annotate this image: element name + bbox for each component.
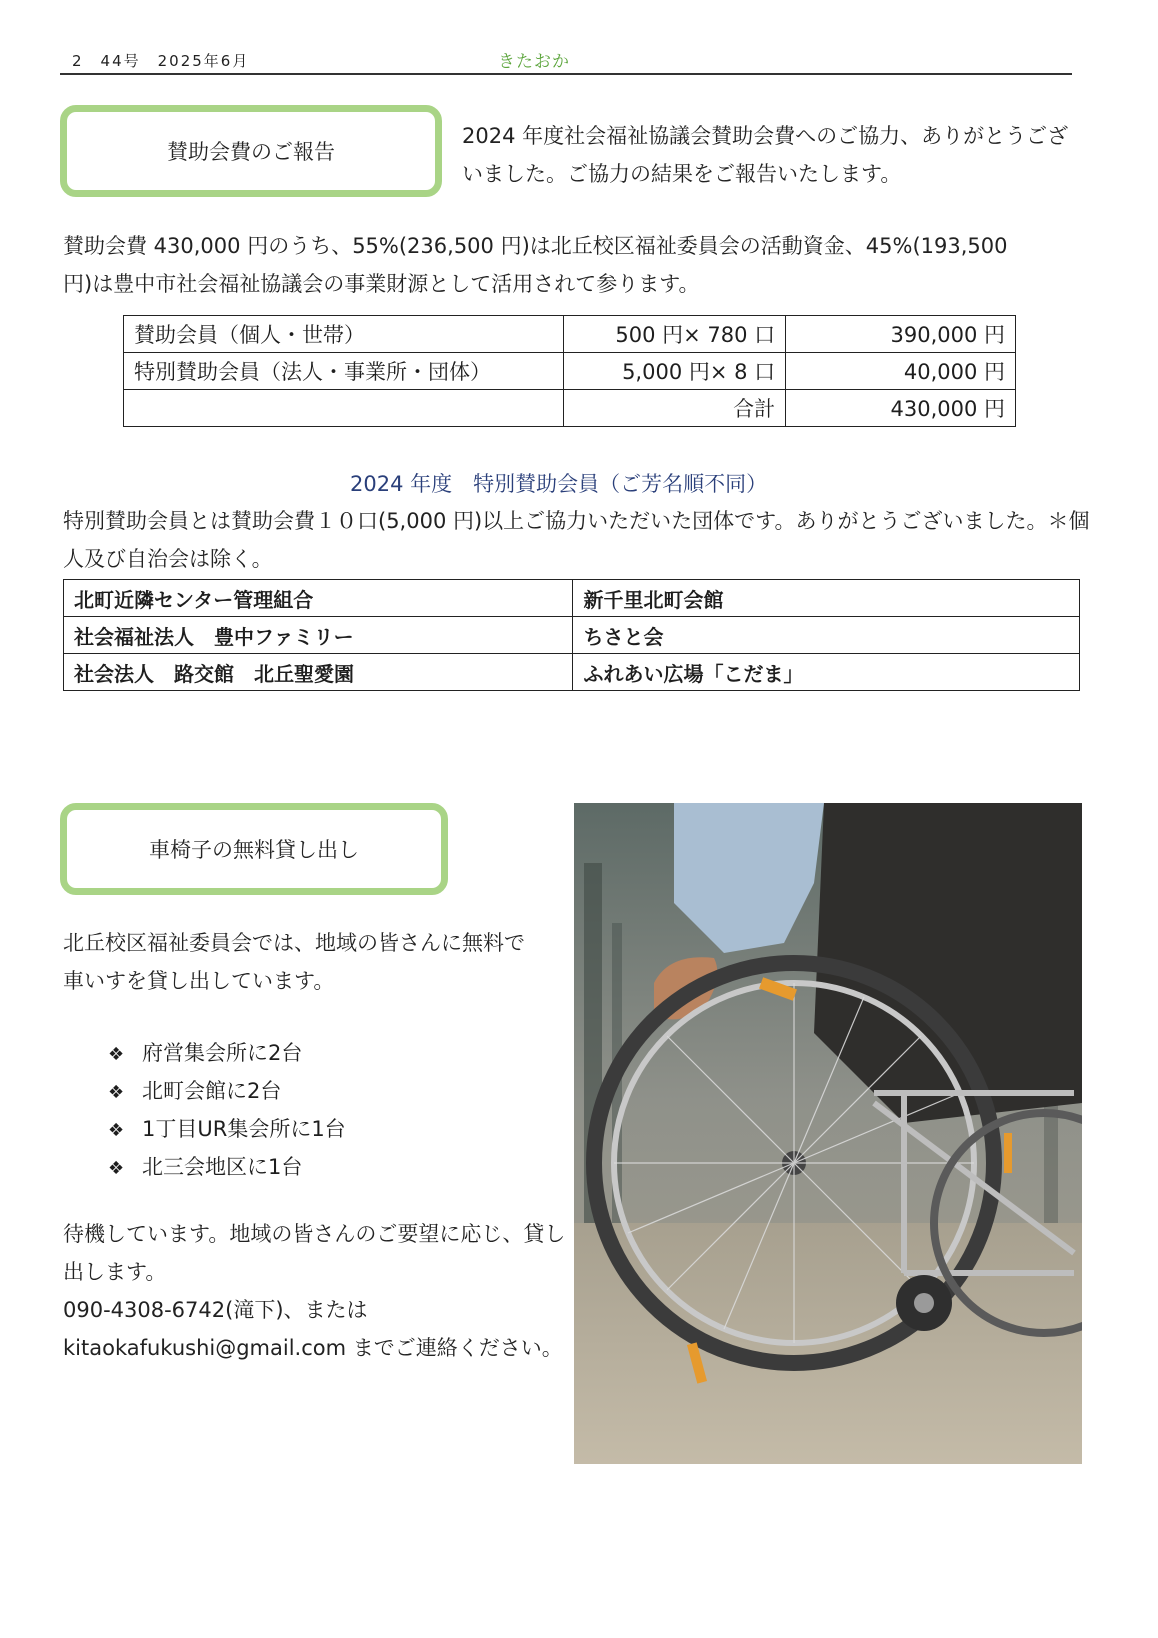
table-row xyxy=(124,316,1016,353)
fee-rate-cell: 5,000 円× 8 口 xyxy=(564,353,786,390)
member-cell: 社会福祉法人 豊中ファミリー xyxy=(64,617,573,654)
diamond-bullet-icon: ❖ xyxy=(108,1082,125,1103)
member-cell: 北町近隣センター管理組合 xyxy=(64,580,573,617)
wheelchair-intro xyxy=(63,924,525,1000)
special-members-table xyxy=(63,579,1080,691)
member-cell: ちさと会 xyxy=(573,617,1080,654)
location-text: 北三会地区に1台 xyxy=(142,1155,303,1179)
fee-label-cell: 賛助会員（個人・世帯） xyxy=(124,316,564,353)
description-line: 人及び自治会は除く。 xyxy=(63,547,273,571)
special-members-description xyxy=(63,502,1090,578)
list-item xyxy=(108,1110,346,1148)
list-item xyxy=(108,1072,346,1110)
member-cell: 社会法人 路交館 北丘聖愛園 xyxy=(64,654,573,691)
location-list xyxy=(108,1034,346,1186)
table-row xyxy=(124,353,1016,390)
contact-info xyxy=(63,1215,565,1367)
email-line: kitaokafukushi@gmail.com までご連絡ください。 xyxy=(63,1336,563,1360)
outro-line: 待機しています。地域の皆さんのご要望に応じ、貸し xyxy=(63,1222,566,1246)
fee-total-amount-cell: 430,000 円 xyxy=(786,390,1016,427)
special-members-heading: 2024 年度 特別賛助会員（ご芳名順不同） xyxy=(350,472,768,496)
list-item xyxy=(108,1034,346,1072)
summary-line: 賛助会費 430,000 円のうち、55%(236,500 円)は北丘校区福祉委員会の活動資金、45%(193,500 xyxy=(63,234,1008,258)
intro-line: いました。ご協力の結果をご報告いたします。 xyxy=(462,162,902,186)
location-text: 北町会館に2台 xyxy=(142,1079,282,1103)
member-cell: 新千里北町会館 xyxy=(573,580,1080,617)
table-row xyxy=(64,617,1080,654)
fee-amount-cell: 390,000 円 xyxy=(786,316,1016,353)
header-divider xyxy=(60,73,1072,75)
intro-line: 2024 年度社会福祉協議会賛助会費へのご協力、ありがとうござ xyxy=(462,124,1069,148)
fee-label-cell xyxy=(124,390,564,427)
phone-line: 090-4308-6742(滝下)、または xyxy=(63,1298,368,1322)
table-row xyxy=(64,654,1080,691)
fee-summary-text xyxy=(63,227,1007,303)
fee-total-label-cell: 合計 xyxy=(564,390,786,427)
fee-rate-cell: 500 円× 780 口 xyxy=(564,316,786,353)
intro-line: 車いすを貸し出しています。 xyxy=(63,969,335,993)
location-text: 府営集会所に2台 xyxy=(142,1041,303,1065)
diamond-bullet-icon: ❖ xyxy=(108,1044,125,1065)
list-item xyxy=(108,1148,346,1186)
section-heading: 賛助会費のご報告 xyxy=(167,140,335,164)
summary-line: 円)は豊中市社会福祉協議会の事業財源として活用されて参ります。 xyxy=(63,272,700,296)
page-info: 2 44号 2025年6月 xyxy=(72,52,250,70)
section-heading-box xyxy=(60,803,448,895)
intro-text xyxy=(462,117,1068,193)
outro-line: 出します。 xyxy=(63,1260,167,1284)
intro-line: 北丘校区福祉委員会では、地域の皆さんに無料で xyxy=(63,931,525,955)
diamond-bullet-icon: ❖ xyxy=(108,1120,125,1141)
description-line: 特別賛助会員とは賛助会費１０口(5,000 円)以上ご協力いただいた団体です。ありがとうございました。＊個 xyxy=(63,509,1090,533)
wheelchair-photo xyxy=(574,803,1082,1464)
newsletter-title: きたおか xyxy=(498,52,570,72)
member-cell: ふれあい広場「こだま」 xyxy=(573,654,1080,691)
section-heading-box xyxy=(60,105,442,197)
fee-label-cell: 特別賛助会員（法人・事業所・団体） xyxy=(124,353,564,390)
table-row xyxy=(124,390,1016,427)
table-row xyxy=(64,580,1080,617)
diamond-bullet-icon: ❖ xyxy=(108,1158,125,1179)
section-heading: 車椅子の無料貸し出し xyxy=(149,838,359,862)
location-text: 1丁目UR集会所に1台 xyxy=(142,1117,346,1141)
fee-amount-cell: 40,000 円 xyxy=(786,353,1016,390)
fee-table xyxy=(123,315,1016,427)
